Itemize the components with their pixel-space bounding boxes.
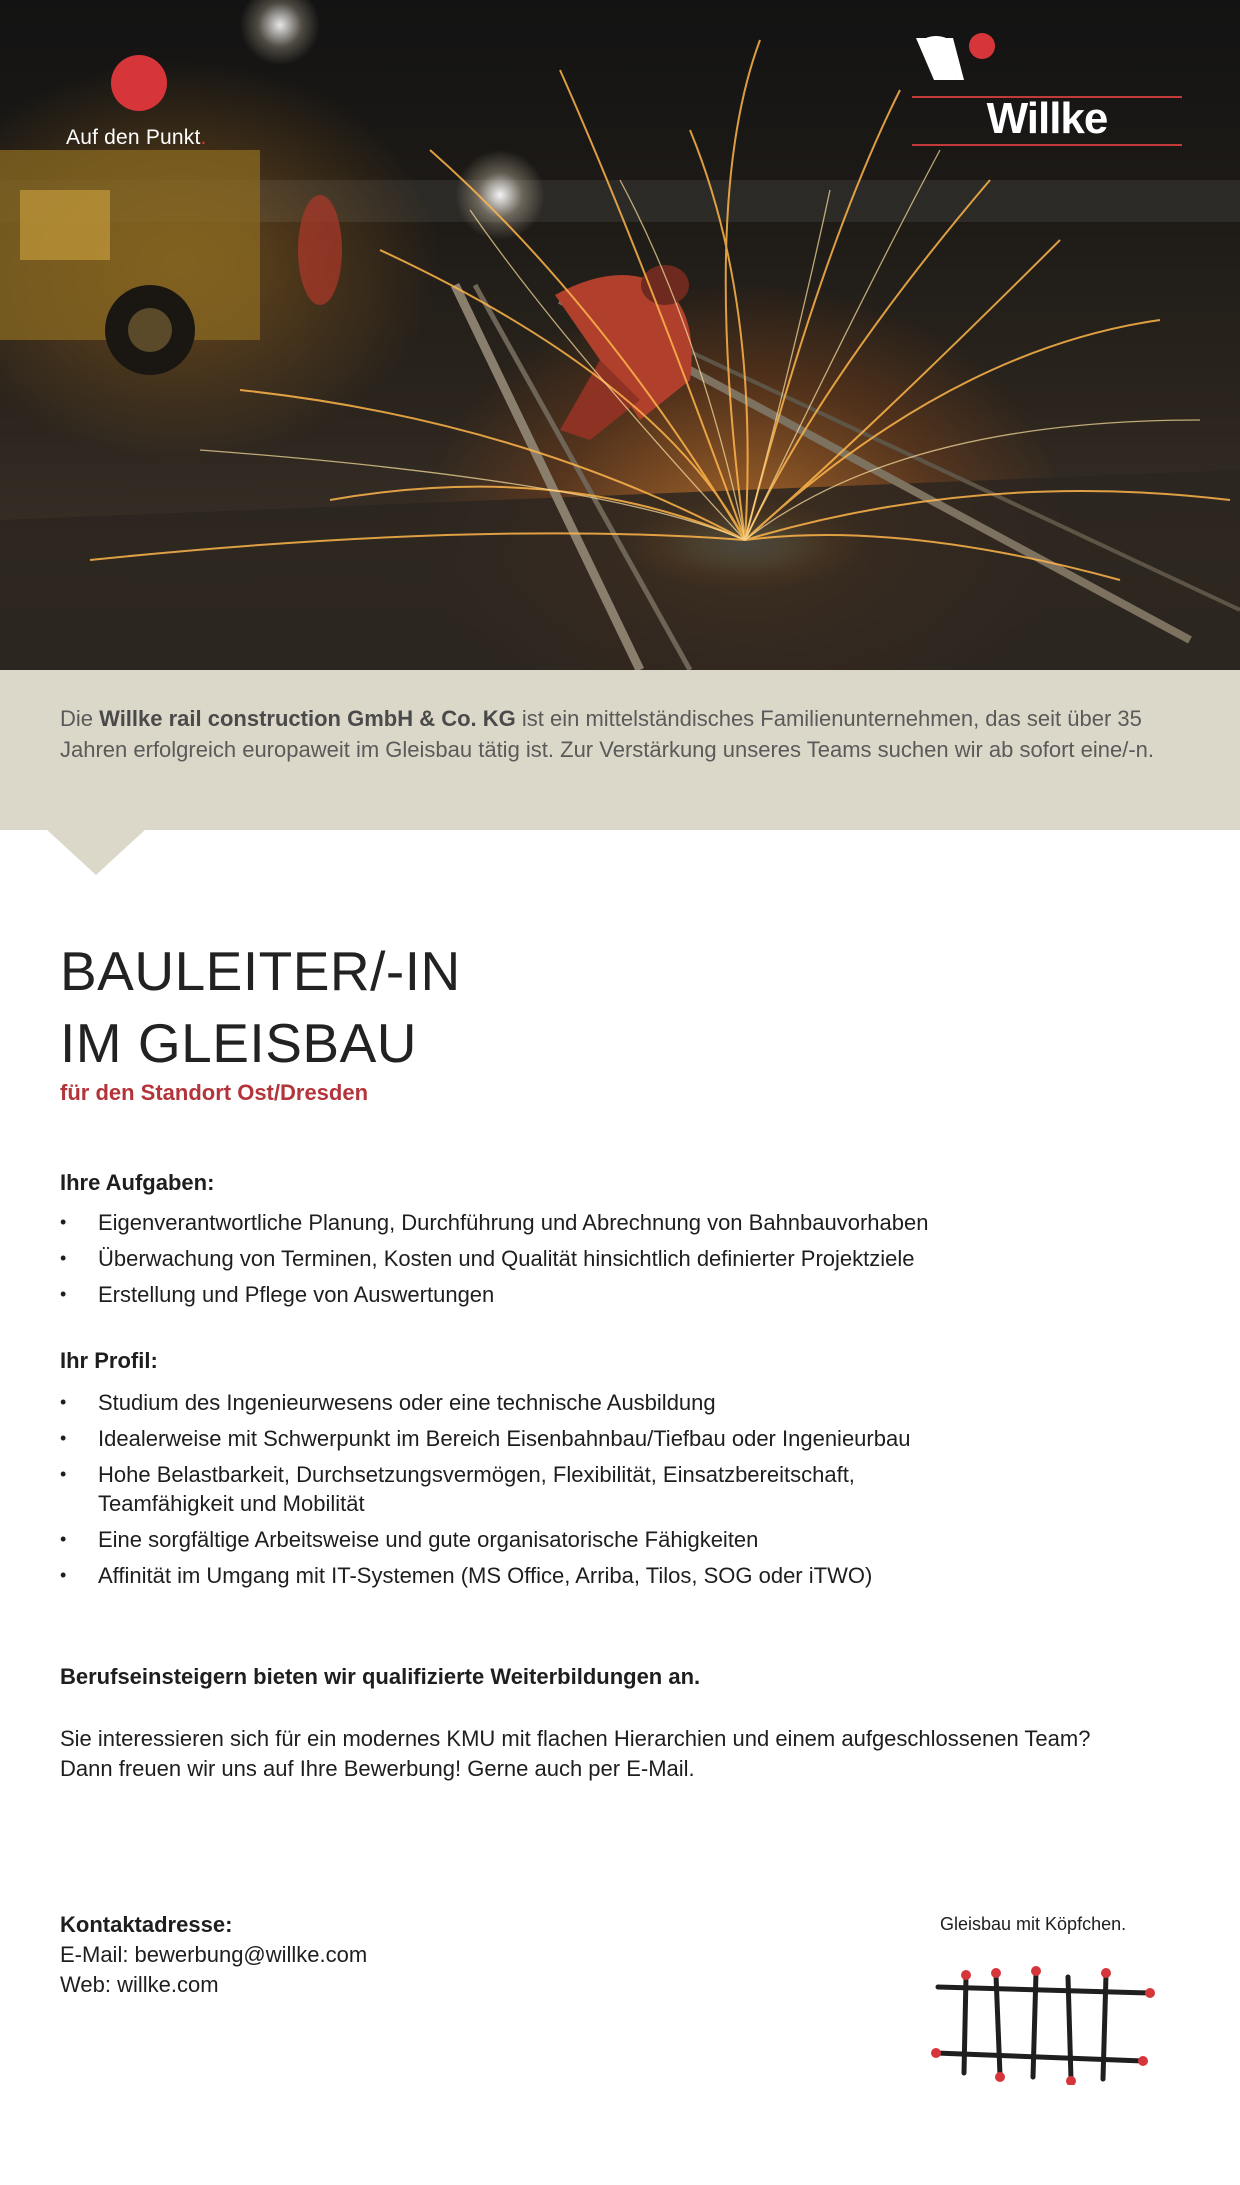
job-location: für den Standort Ost/Dresden (60, 1080, 369, 1105)
hero-photo (0, 0, 1240, 670)
logo-mark-icon (912, 30, 1002, 88)
list-item: • Studium des Ingenieurwesens oder eine technische Ausbildung (60, 1388, 960, 1417)
track-matches-icon (928, 1955, 1158, 2085)
slogan: Gleisbau mit Köpfchen. (940, 1914, 1127, 1934)
contact-block (60, 1910, 367, 2000)
contact-email[interactable]: E-Mail: bewerbung@willke.com (60, 1942, 368, 1967)
contact-web[interactable]: Web: willke.com (60, 1972, 219, 1997)
list-item: • Eine sorgfältige Arbeitsweise und gute organisatorische Fähigkeiten (60, 1525, 960, 1554)
tasks-list (60, 1208, 1060, 1316)
list-item: • Affinität im Umgang mit IT-Systemen (MS Office, Arriba, Tilos, SOG oder iTWO) (60, 1561, 960, 1590)
list-item: • Überwachung von Terminen, Kosten und Qualität hinsichtlich definierter Projektziele (60, 1244, 1060, 1273)
job-title (60, 935, 461, 1079)
closing-line1: Sie interessieren sich für ein modernes KMU mit flachen Hierarchien und einem aufgeschlossenen Team? (60, 1726, 1091, 1751)
job-title-line1: BAULEITER/-IN (60, 940, 461, 1002)
intro-company: Willke rail construction GmbH & Co. KG (99, 706, 516, 731)
list-item: • Eigenverantwortliche Planung, Durchführung und Abrechnung von Bahnbauvorhaben (60, 1208, 1060, 1237)
list-item: • Idealerweise mit Schwerpunkt im Bereich Eisenbahnbau/Tiefbau oder Ingenieurbau (60, 1424, 960, 1453)
intro-before: Die (60, 706, 100, 731)
offer-text: Berufseinsteigern bieten wir qualifizierte Weiterbildungen an. (60, 1664, 701, 1689)
logo-line-bottom (912, 144, 1182, 146)
contact-heading: Kontaktadresse: (60, 1912, 233, 1937)
red-dot-icon (111, 55, 167, 111)
profile-list (60, 1388, 960, 1597)
intro-after: ist ein mittelständisches Familienunternehmen, das seit über 35 Jahren erfolgreich europaweit im Gleisbau tätig ist. Zur Verstärkung unseres Teams suchen wir ab sofort eine/-n. (60, 706, 1155, 762)
closing-text (60, 1724, 1200, 1784)
willke-logo (912, 30, 1182, 148)
intro-notch (46, 829, 146, 875)
profile-heading: Ihr Profil: (60, 1348, 158, 1373)
tagline-text: Auf den Punkt (66, 126, 201, 149)
logo-wordmark: Willke (986, 94, 1108, 143)
job-title-line2: IM GLEISBAU (60, 1012, 417, 1074)
list-item: • Hohe Belastbarkeit, Durchsetzungsvermögen, Flexibilität, Einsatzbereitschaft, Teamfähigkeit und Mobilität (60, 1460, 960, 1518)
list-item: • Erstellung und Pflege von Auswertungen (60, 1280, 1060, 1309)
tagline (66, 126, 207, 150)
tagline-dot: . (200, 126, 207, 149)
tasks-heading: Ihre Aufgaben: (60, 1170, 215, 1195)
intro-text (60, 703, 1200, 765)
closing-line2: Dann freuen wir uns auf Ihre Bewerbung! Gerne auch per E-Mail. (60, 1756, 695, 1781)
